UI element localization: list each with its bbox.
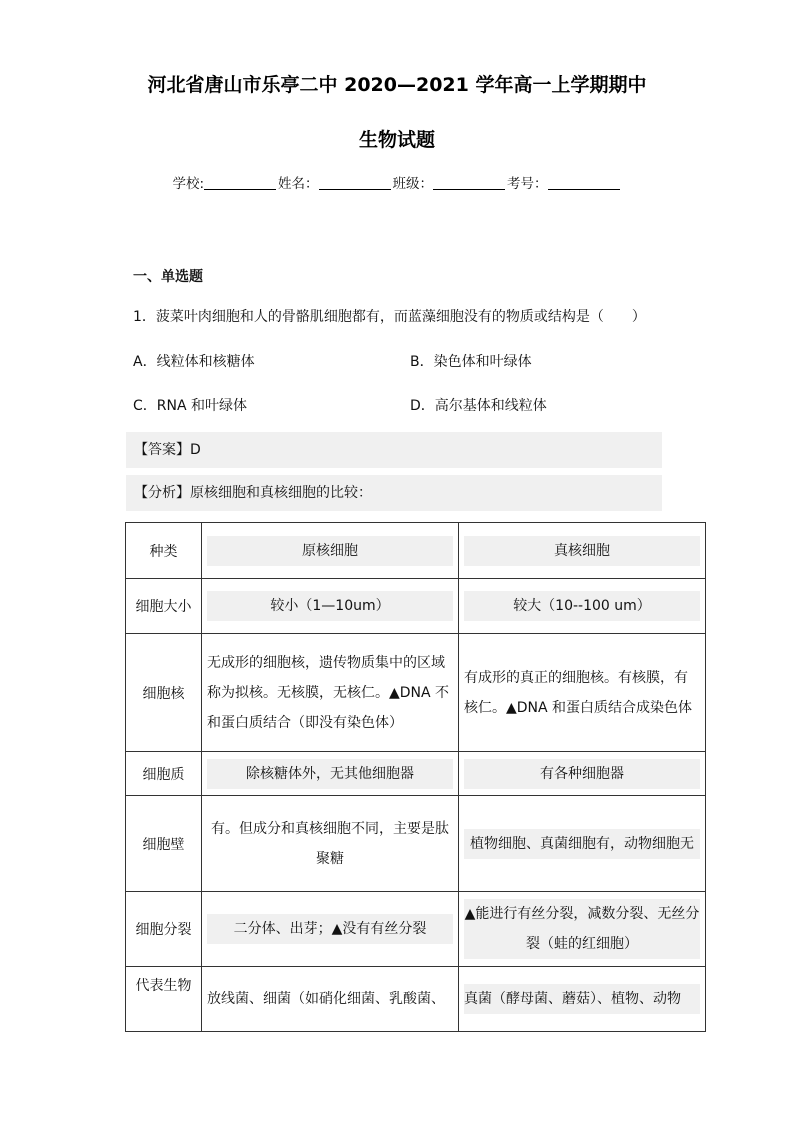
question-stem: 1．菠菜叶肉细胞和人的骨骼肌细胞都有，而蓝藻细胞没有的物质或结构是（ ） [133,309,646,325]
prokaryote-cell: 无成形的细胞核，遗传物质集中的区域称为拟核。无核膜，无核仁。▲DNA 不和蛋白质结合（即没有染色体） [207,654,450,731]
prokaryote-cell: 除核糖体外，无其他细胞器 [207,759,453,789]
option-a: A．线粒体和核糖体 [133,354,255,370]
table-row [126,967,706,1032]
row-label: 细胞分裂 [126,892,202,967]
table-header-cell: 原核细胞 [207,536,453,566]
analysis-line: 【分析】原核细胞和真核细胞的比较： [126,475,662,511]
row-label: 细胞壁 [126,796,202,892]
eukaryote-cell: 较大（10--100 um） [464,591,700,621]
section-heading: 一、单选题 [133,269,203,285]
name-field[interactable] [319,175,391,190]
option-d: D．高尔基体和线粒体 [410,398,547,414]
row-label: 细胞大小 [126,579,202,634]
table-row [126,752,706,796]
eukaryote-cell: 真菌（酵母菌、蘑菇）、植物、动物 [464,984,700,1014]
table-header-cell: 真核细胞 [464,536,700,566]
title-line-1: 河北省唐山市乐亭二中 2020—2021 学年高一上学期期中 [147,74,647,96]
eukaryote-cell: 有成形的真正的细胞核。有核膜，有核仁。▲DNA 和蛋白质结合成染色体 [464,669,693,716]
eukaryote-cell: 植物细胞、真菌细胞有，动物细胞无 [464,829,700,859]
prokaryote-cell: 放线菌、细菌（如硝化细菌、乳酸菌、 [207,991,445,1007]
table-row [126,796,706,892]
table-row [126,634,706,752]
table-row [126,892,706,967]
eukaryote-cell: ▲能进行有丝分裂，减数分裂、无丝分裂（蛙的红细胞） [464,899,700,959]
school-label: 学校: [172,176,205,192]
prokaryote-cell: 较小（1—10um） [207,591,453,621]
class-label: 班级： [392,176,434,192]
row-label: 代表生物 [126,967,202,1032]
eukaryote-cell: 有各种细胞器 [464,759,700,789]
table-header-row [126,523,706,579]
student-info-row [0,172,794,192]
exam-number-label: 考号： [507,176,548,192]
prokaryote-cell: 二分体、出芽；▲没有有丝分裂 [207,914,453,944]
comparison-table [125,522,706,1032]
row-label: 细胞核 [126,634,202,752]
title-line-2: 生物试题 [358,129,435,151]
table-header-cell: 种类 [126,523,202,579]
class-field[interactable] [433,175,505,190]
prokaryote-cell: 有。但成分和真核细胞不同，主要是肽聚糖 [211,820,449,867]
table-row [126,579,706,634]
option-c: C．RNA 和叶绿体 [133,398,248,414]
exam-number-field[interactable] [548,175,620,190]
school-field[interactable] [204,175,276,190]
option-b: B．染色体和叶绿体 [410,354,532,370]
name-label: 姓名： [278,176,319,192]
answer-line: 【答案】D [126,432,662,468]
row-label: 细胞质 [126,752,202,796]
